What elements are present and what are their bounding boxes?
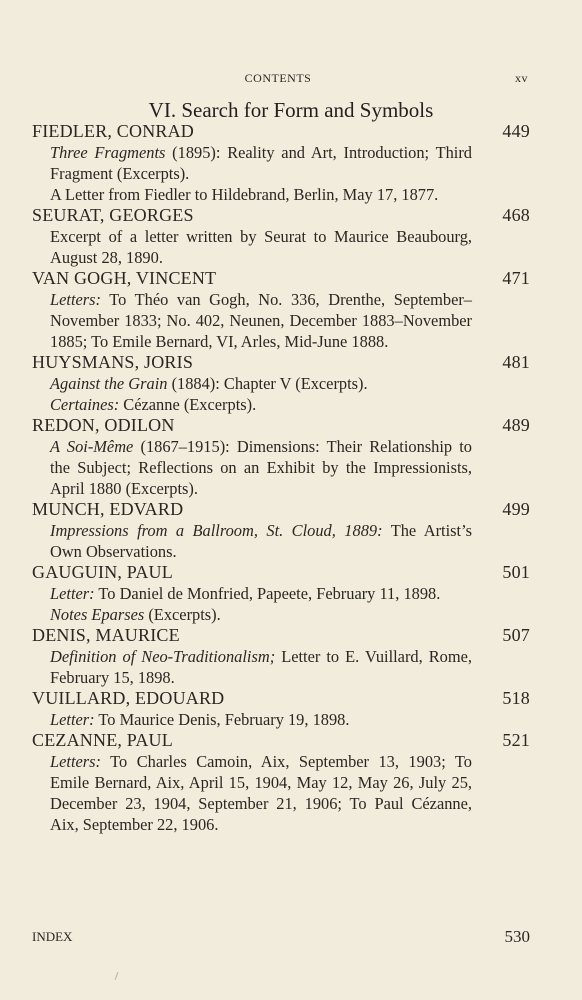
toc-entry [32, 730, 530, 835]
page-number: 507 [502, 625, 530, 645]
work-title-italic: Definition of Neo-Traditionalism; [50, 647, 276, 666]
section-title: VI. Search for Form and Symbols [148, 98, 434, 122]
work-citation [50, 520, 472, 562]
page-number: 481 [502, 352, 530, 372]
toc-entry-heading[interactable] [32, 730, 530, 751]
work-citation [50, 142, 472, 184]
toc-entry [32, 205, 530, 268]
work-title-italic: Notes Eparses [50, 605, 145, 624]
toc-entry [32, 625, 530, 688]
work-citation [50, 289, 472, 352]
author-name: VUILLARD, EDOUARD [32, 688, 225, 708]
work-description: To Théo van Gogh, No. 336, Drenthe, September–November 1833; No. 402, Neunen, December 1883–November 1885; To Emile Bernard, VI, Arles, Mid-June 1888. [50, 290, 472, 351]
page-number: 471 [502, 268, 530, 288]
work-description: To Daniel de Monfried, Papeete, February 11, 1898. [94, 584, 441, 603]
work-title-italic: Letters: [50, 290, 101, 309]
toc-entry [32, 268, 530, 352]
page-number: 501 [502, 562, 530, 582]
page-number: 518 [502, 688, 530, 708]
toc-entry [32, 688, 530, 730]
toc-entry [32, 352, 530, 415]
toc-entry [32, 121, 530, 205]
running-head [0, 71, 582, 89]
work-citation [50, 751, 472, 835]
work-citation [50, 709, 472, 730]
author-name: GAUGUIN, PAUL [32, 562, 173, 582]
work-description: To Charles Camoin, Aix, September 13, 1903; To Emile Bernard, Aix, April 15, 1904, May 12, May 26, July 25, December 23, 1904, September 21, 1906; To Paul Cézanne, Aix, September 22, 1906. [50, 752, 472, 834]
toc-entry-heading[interactable] [32, 625, 530, 646]
author-name: REDON, ODILON [32, 415, 175, 435]
work-title-italic: Letter: [50, 710, 95, 729]
work-title-italic: Against the Grain [50, 374, 168, 393]
running-head-title: CONTENTS [244, 71, 312, 85]
author-name: FIEDLER, CONRAD [32, 121, 195, 141]
running-head-page-number: xv [515, 71, 528, 85]
work-citation [50, 373, 472, 394]
toc-entry [32, 562, 530, 625]
work-citation [50, 184, 472, 205]
author-name: VAN GOGH, VINCENT [32, 268, 217, 288]
work-title-italic: Letters: [50, 752, 101, 771]
page-number: 468 [502, 205, 530, 225]
work-description: (1884): Chapter V (Excerpts). [167, 374, 368, 393]
work-description: (1895): Reality and Art, Introduction; Third Fragment (Excerpts). [50, 143, 472, 183]
work-description: Cézanne (Excerpts). [119, 395, 257, 414]
toc-entry-heading[interactable] [32, 205, 530, 226]
toc-entry [32, 415, 530, 499]
work-description: To Maurice Denis, February 19, 1898. [94, 710, 350, 729]
author-name: CEZANNE, PAUL [32, 730, 173, 750]
index-label: INDEX [32, 929, 73, 944]
work-citation [50, 226, 472, 268]
work-citation [50, 646, 472, 688]
index-page-number: 530 [504, 927, 530, 946]
author-name: MUNCH, EDVARD [32, 499, 184, 519]
toc-entry [32, 499, 530, 562]
toc-entry-heading[interactable] [32, 352, 530, 373]
work-description: Excerpt of a letter written by Seurat to Maurice Beaubourg, August 28, 1890. [50, 227, 472, 267]
author-name: DENIS, MAURICE [32, 625, 180, 645]
work-description: The Artist’s Own Observations. [50, 521, 472, 561]
toc-entry-heading[interactable] [32, 499, 530, 520]
work-description: A Letter from Fiedler to Hildebrand, Berlin, May 17, 1877. [50, 185, 439, 204]
author-name: SEURAT, GEORGES [32, 205, 194, 225]
work-title-italic: A Soi-Même [50, 437, 134, 456]
work-citation [50, 436, 472, 499]
toc-entry-heading[interactable] [32, 562, 530, 583]
page-number: 499 [502, 499, 530, 519]
work-description: Letter to E. Vuillard, Rome, February 15, 1898. [50, 647, 472, 687]
work-citation [50, 583, 472, 604]
work-title-italic: Impressions from a Ballroom, St. Cloud, 1889: [50, 521, 383, 540]
page-number: 489 [502, 415, 530, 435]
work-title-italic: Letter: [50, 584, 95, 603]
work-description: (1867–1915): Dimensions: Their Relationship to the Subject; Reflections on an Exhibit by the Impressionists, April 1880 (Excerpts). [50, 437, 473, 498]
page-number: 521 [502, 730, 530, 750]
work-citation [50, 394, 472, 415]
work-title-italic: Three Fragments [50, 143, 166, 162]
toc-entry-heading[interactable] [32, 688, 530, 709]
print-mark [115, 972, 119, 980]
work-description: (Excerpts). [144, 605, 221, 624]
work-citation [50, 604, 472, 625]
work-title-italic: Certaines: [50, 395, 120, 414]
table-of-contents [32, 121, 530, 835]
toc-entry-heading[interactable] [32, 121, 530, 142]
toc-entry-heading[interactable] [32, 415, 530, 436]
page-number: 449 [502, 121, 530, 141]
author-name: HUYSMANS, JORIS [32, 352, 194, 372]
toc-entry-heading[interactable] [32, 268, 530, 289]
index-entry[interactable] [32, 926, 530, 947]
